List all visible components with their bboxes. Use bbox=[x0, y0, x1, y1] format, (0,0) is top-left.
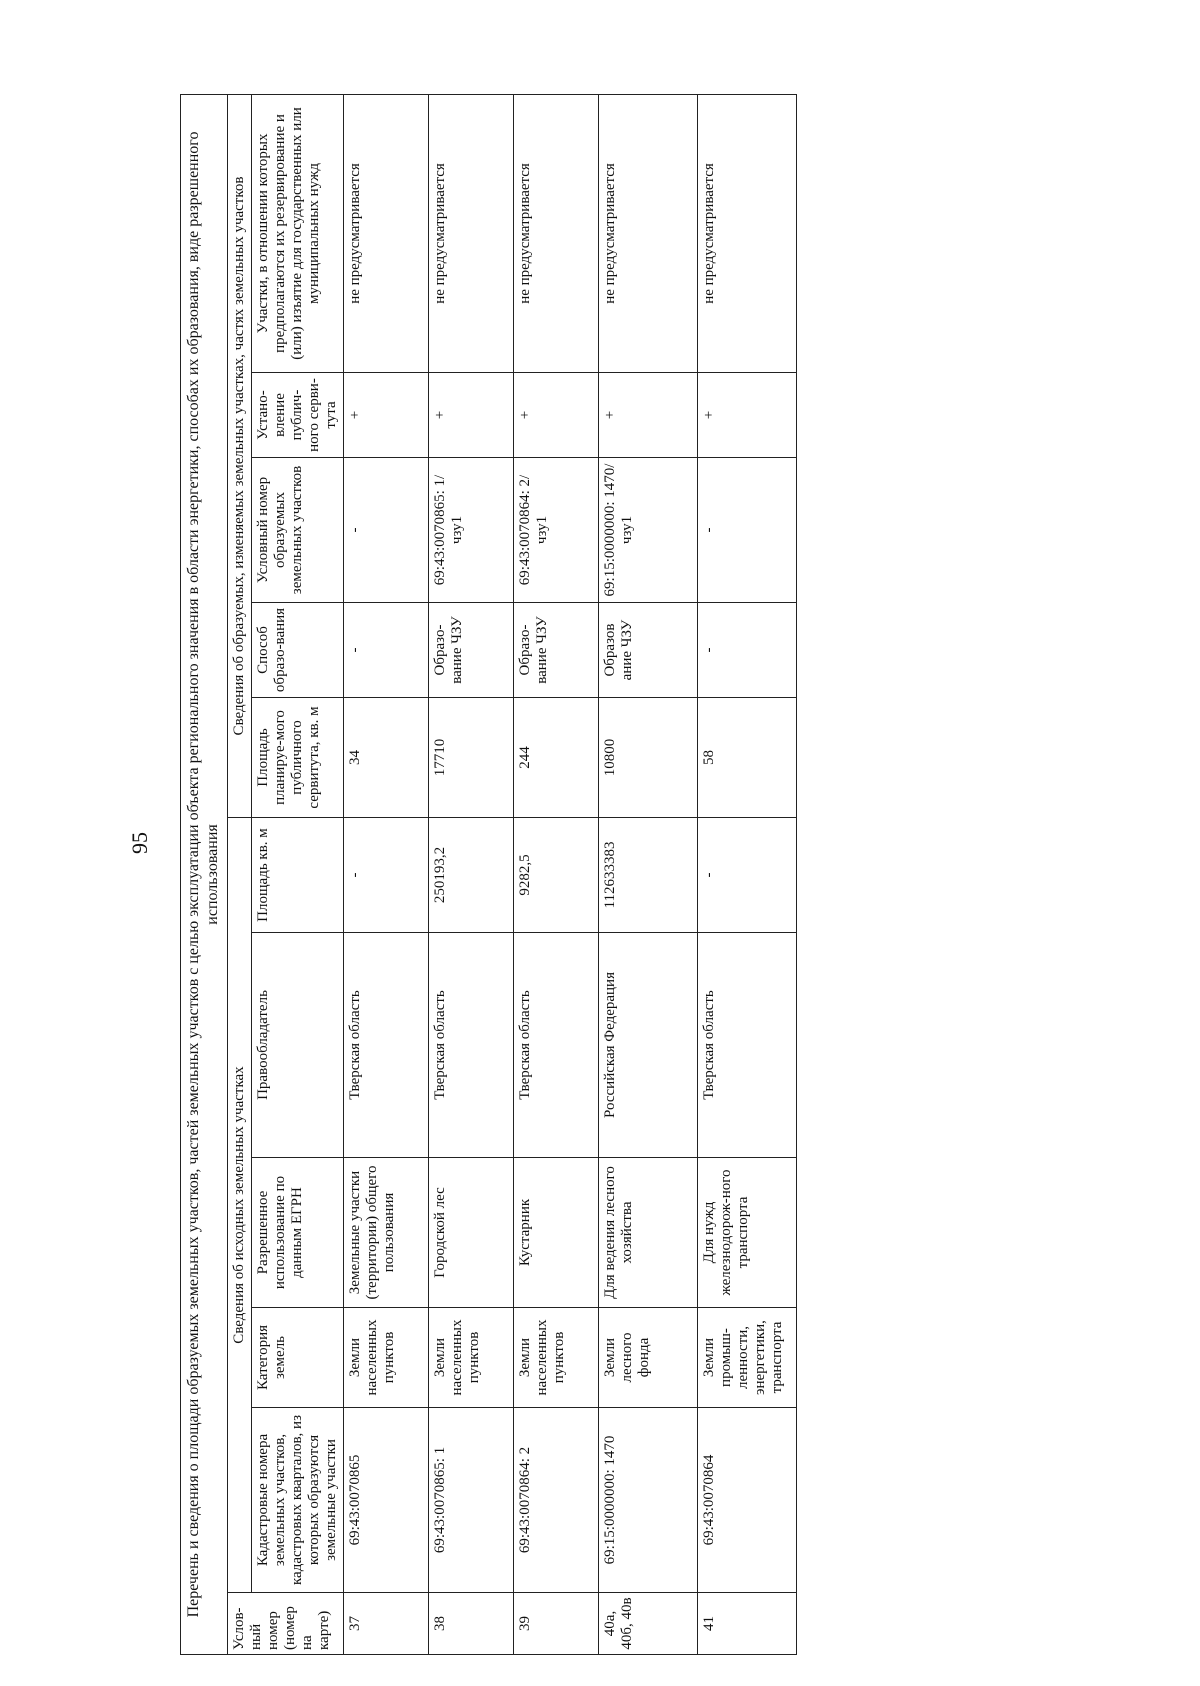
cell-servitude: + bbox=[429, 373, 514, 458]
cell-cond-number: 69:15:0000000: 1470/чзу1 bbox=[599, 458, 698, 603]
cell-num: 38 bbox=[429, 1593, 514, 1655]
header-cond-number: Условный номер образуемых земельных участков bbox=[252, 458, 344, 603]
cell-permitted-use: Городской лес bbox=[429, 1158, 514, 1308]
header-area: Площадь кв. м bbox=[252, 818, 344, 933]
cell-owner: Тверская область bbox=[429, 933, 514, 1158]
header-category: Категория земель bbox=[252, 1308, 344, 1408]
table-row bbox=[698, 94, 797, 1654]
cell-servitude-area: 10800 bbox=[599, 698, 698, 818]
cell-permitted-use: Кустарник bbox=[514, 1158, 599, 1308]
cell-cond-number: 69:43:0070864: 2/чзу1 bbox=[514, 458, 599, 603]
table-row bbox=[429, 94, 514, 1654]
table-row bbox=[599, 94, 698, 1654]
header-owner: Правообладатель bbox=[252, 933, 344, 1158]
header-servitude-area: Площадь планируе-мого публичного сервитута, кв. м bbox=[252, 698, 344, 818]
cell-servitude: + bbox=[599, 373, 698, 458]
cell-servitude-area: 34 bbox=[344, 698, 429, 818]
cell-permitted-use: Земельные участки (территории) общего пользования bbox=[344, 1158, 429, 1308]
header-cadastral: Кадастровые номера земельных участков, кадастровых кварталов, из которых образуются земельные участки bbox=[252, 1408, 344, 1593]
cell-area: 9282,5 bbox=[514, 818, 599, 933]
cell-category: Земли населенных пунктов bbox=[514, 1308, 599, 1408]
cell-num: 41 bbox=[698, 1593, 797, 1655]
land-plots-table bbox=[180, 94, 797, 1655]
cell-permitted-use: Для нужд железнодорож-ного транспорта bbox=[698, 1158, 797, 1308]
cell-reservation: не предусматривается bbox=[344, 94, 429, 372]
table-row bbox=[514, 94, 599, 1654]
cell-servitude-area: 244 bbox=[514, 698, 599, 818]
cell-owner: Тверская область bbox=[344, 933, 429, 1158]
cell-cadastral: 69:43:0070864 bbox=[698, 1408, 797, 1593]
header-servitude: Устано-вление публич-ного серви-тута bbox=[252, 373, 344, 458]
rotated-page bbox=[180, 95, 1060, 1655]
cell-servitude-area: 17710 bbox=[429, 698, 514, 818]
cell-owner: Российская Федерация bbox=[599, 933, 698, 1158]
cell-area: - bbox=[344, 818, 429, 933]
cell-servitude: + bbox=[514, 373, 599, 458]
cell-num: 39 bbox=[514, 1593, 599, 1655]
cell-method: - bbox=[344, 603, 429, 698]
cell-area: 250193,2 bbox=[429, 818, 514, 933]
cell-reservation: не предусматривается bbox=[599, 94, 698, 372]
table-row bbox=[344, 94, 429, 1654]
cell-cadastral: 69:43:0070865: 1 bbox=[429, 1408, 514, 1593]
cell-area: 112633383 bbox=[599, 818, 698, 933]
group-formed: Сведения об образуемых, изменяемых земельных участках, частях земельных участков bbox=[228, 94, 252, 817]
header-num: Услов-ный номер (номер на карте) bbox=[228, 1593, 344, 1655]
cell-method: Образов ание ЧЗУ bbox=[599, 603, 698, 698]
cell-servitude: + bbox=[698, 373, 797, 458]
cell-cond-number: - bbox=[344, 458, 429, 603]
cell-num: 40а, 40б, 40в bbox=[599, 1593, 698, 1655]
cell-cond-number: 69:43:0070865: 1/чзу1 bbox=[429, 458, 514, 603]
cell-category: Земли лесного фонда bbox=[599, 1308, 698, 1408]
cell-area: - bbox=[698, 818, 797, 933]
group-source: Сведения об исходных земельных участках bbox=[228, 818, 252, 1593]
cell-reservation: не предусматривается bbox=[514, 94, 599, 372]
cell-owner: Тверская область bbox=[698, 933, 797, 1158]
cell-reservation: не предусматривается bbox=[429, 94, 514, 372]
page-number: 95 bbox=[127, 832, 152, 854]
cell-category: Земли промыш-ленности, энергетики, транспорта bbox=[698, 1308, 797, 1408]
cell-cadastral: 69:43:0070865 bbox=[344, 1408, 429, 1593]
cell-reservation: не предусматривается bbox=[698, 94, 797, 372]
cell-servitude-area: 58 bbox=[698, 698, 797, 818]
cell-category: Земли населенных пунктов bbox=[344, 1308, 429, 1408]
cell-num: 37 bbox=[344, 1593, 429, 1655]
cell-category: Земли населенных пунктов bbox=[429, 1308, 514, 1408]
cell-permitted-use: Для ведения лесного хозяйства bbox=[599, 1158, 698, 1308]
cell-cadastral: 69:15:0000000: 1470 bbox=[599, 1408, 698, 1593]
table-title: Перечень и сведения о площади образуемых земельных участков, частей земельных участков с целью эксплуатации объекта регионального значения в области энергетики, способах их образования, виде разрешенного использования bbox=[181, 94, 228, 1654]
header-permitted-use: Разрешенное использование по данным ЕГРН bbox=[252, 1158, 344, 1308]
cell-cadastral: 69:43:0070864: 2 bbox=[514, 1408, 599, 1593]
cell-cond-number: - bbox=[698, 458, 797, 603]
cell-method: - bbox=[698, 603, 797, 698]
cell-method: Образо-вание ЧЗУ bbox=[429, 603, 514, 698]
cell-method: Образо-вание ЧЗУ bbox=[514, 603, 599, 698]
header-reservation: Участки, в отношении которых предполагаются их резервирование и (или) изъятие для государственных или муниципальных нужд bbox=[252, 94, 344, 372]
cell-servitude: + bbox=[344, 373, 429, 458]
cell-owner: Тверская область bbox=[514, 933, 599, 1158]
header-method: Способ образо-вания bbox=[252, 603, 344, 698]
